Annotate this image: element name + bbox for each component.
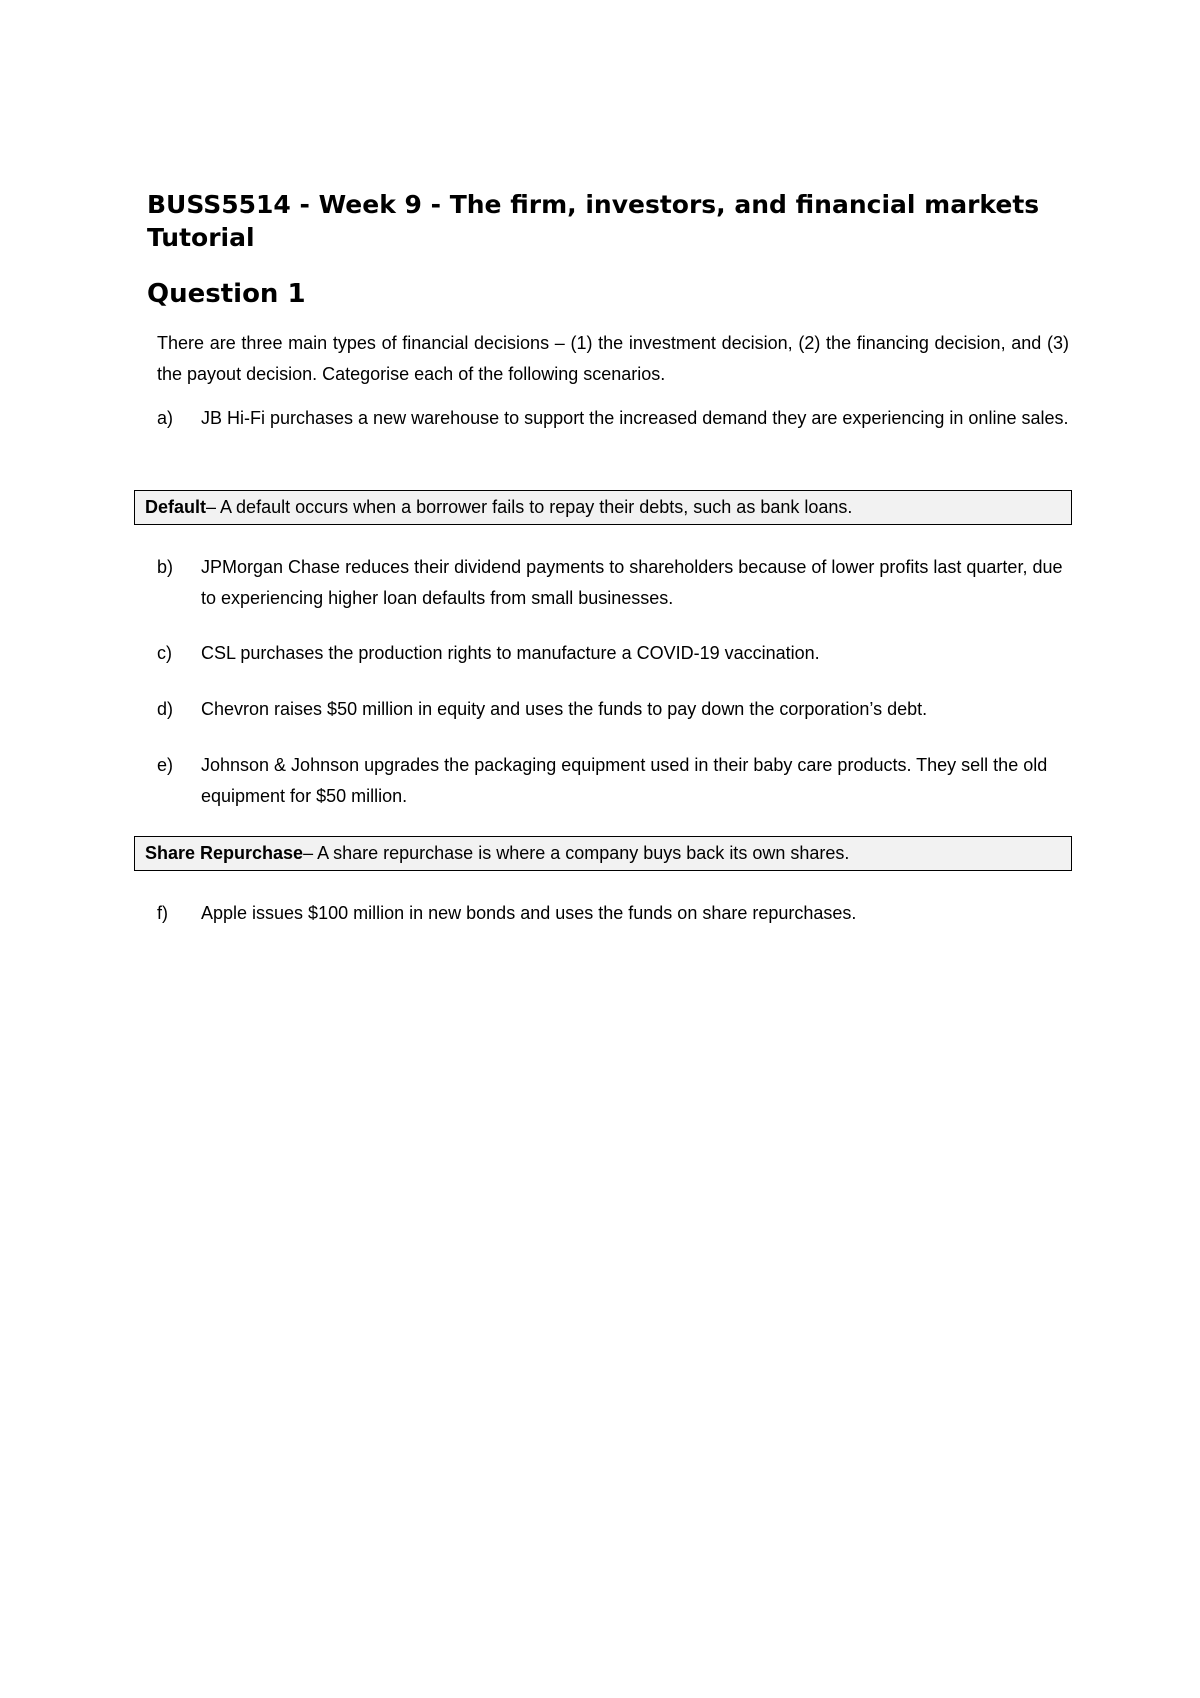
scenario-item-f <box>157 898 1069 929</box>
question-intro: There are three main types of financial decisions – (1) the investment decision, (2) the financing decision, and (3) the payout decision. Categorise each of the following scenarios. <box>157 333 1069 384</box>
scenario-marker: a) <box>157 408 174 428</box>
scenario-marker: b) <box>157 557 174 577</box>
scenario-item-e <box>157 750 1069 812</box>
scenario-marker: f) <box>157 903 168 923</box>
definition-text: – A default occurs when a borrower fails to repay their debts, such as bank loans. <box>206 497 853 517</box>
scenario-text: Johnson & Johnson upgrades the packaging equipment used in their baby care products. They sell the old equipment for $50 million. <box>201 755 1048 806</box>
scenario-item-c <box>157 638 1069 669</box>
question-heading: Question 1 <box>147 279 306 309</box>
definition-text: – A share repurchase is where a company buys back its own shares. <box>303 843 850 863</box>
scenario-text: JB Hi-Fi purchases a new warehouse to support the increased demand they are experiencing in online sales. <box>201 408 1069 428</box>
scenario-item-d <box>157 694 1069 725</box>
definition-box-share-repurchase <box>134 836 1072 871</box>
definition-box-default <box>134 490 1072 525</box>
document-title: BUSS5514 - Week 9 - The firm, investors, and financial markets Tutorial <box>147 190 1040 252</box>
scenario-text: Chevron raises $50 million in equity and uses the funds to pay down the corporation’s debt. <box>201 699 928 719</box>
scenario-marker: d) <box>157 699 174 719</box>
scenario-marker: c) <box>157 643 172 663</box>
scenario-item-b <box>157 552 1069 614</box>
scenario-text: CSL purchases the production rights to manufacture a COVID-19 vaccination. <box>201 643 820 663</box>
scenario-text: Apple issues $100 million in new bonds and uses the funds on share repurchases. <box>201 903 857 923</box>
scenario-marker: e) <box>157 755 174 775</box>
definition-term: Default <box>145 497 207 517</box>
scenario-item-a <box>157 403 1069 434</box>
definition-term: Share Repurchase <box>145 843 304 863</box>
scenario-text: JPMorgan Chase reduces their dividend payments to shareholders because of lower profits last quarter, due to experiencing higher loan defaults from small businesses. <box>201 557 1063 608</box>
